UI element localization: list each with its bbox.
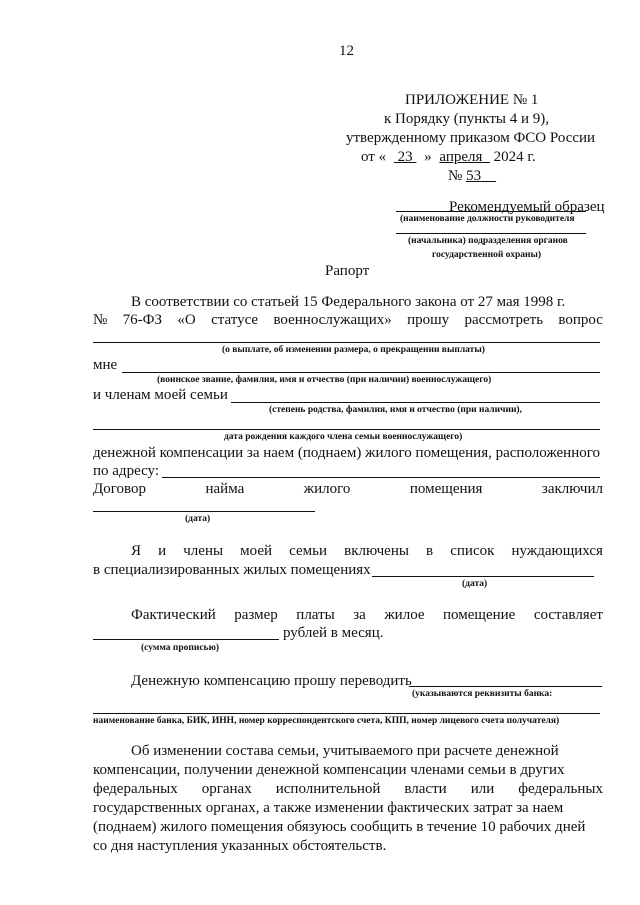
- order-number: [448, 168, 496, 185]
- closing-line-justified: [93, 781, 603, 798]
- list-date-line: [372, 576, 594, 577]
- intro-word: «О: [177, 312, 196, 328]
- appendix-title: ПРИЛОЖЕНИЕ № 1: [405, 92, 539, 108]
- list-word: в: [426, 543, 434, 559]
- closing-word: федеральных: [518, 781, 603, 797]
- date-prefix: от «: [361, 149, 387, 165]
- order-reference: к Порядку (пункты 4 и 9),: [384, 111, 550, 127]
- family-line-2: [93, 429, 600, 430]
- list-line-1: [131, 543, 603, 560]
- serviceman-hint: (воинское звание, фамилия, имя и отчество (при наличии) военнослужащего): [157, 375, 492, 385]
- kinship-hint: (степень родства, фамилия, имя и отчество (при наличии),: [269, 405, 522, 415]
- date-month: апреля: [439, 149, 483, 165]
- sum-line: [93, 639, 279, 640]
- list-word: семьи: [289, 543, 328, 559]
- list-word: и: [158, 543, 167, 559]
- number-prefix: №: [448, 168, 463, 184]
- actual-word: за: [353, 607, 366, 623]
- contract-word: заключил: [541, 481, 603, 497]
- actual-word: платы: [296, 607, 335, 623]
- intro-word: 76-ФЗ: [122, 312, 163, 328]
- addressee-hint-2: (начальника) подразделения органов: [408, 236, 568, 246]
- addressee-hint-1: (наименование должности руководителя: [400, 214, 575, 224]
- payment-hint: (о выплате, об изменении размера, о прекращении выплаты): [222, 345, 485, 355]
- contract-word: найма: [205, 481, 245, 497]
- birthdate-hint: дата рождения каждого члена семьи военнослужащего): [224, 432, 463, 442]
- date-day: 23: [397, 149, 413, 165]
- family-line: [231, 402, 600, 403]
- closing-word: органах: [201, 781, 252, 797]
- contract-word: жилого: [303, 481, 351, 497]
- list-word: моей: [240, 543, 273, 559]
- actual-word: жилое: [384, 607, 425, 623]
- list-word: включены: [344, 543, 409, 559]
- bank-hint: (указываются реквизиты банка:: [412, 689, 553, 699]
- serviceman-line: [122, 372, 600, 373]
- intro-word: вопрос: [558, 312, 603, 328]
- list-line-2: в специализированных жилых помещениях: [93, 562, 371, 578]
- addressee-line-2: [396, 233, 586, 234]
- number-value: 53: [466, 168, 482, 184]
- address-label: по адресу:: [93, 463, 160, 479]
- approved-by: утвержденному приказом ФСО России: [346, 130, 596, 146]
- closing-line: компенсации, получении денежной компенсации членами семьи в других: [93, 762, 565, 778]
- list-word: члены: [183, 543, 224, 559]
- intro-word: рассмотреть: [464, 312, 544, 328]
- actual-word: составляет: [533, 607, 603, 623]
- closing-line: (поднаем) жилого помещения обязуюсь сообщить в течение 10 рабочих дней: [93, 819, 586, 835]
- closing-line: Об изменении состава семьи, учитываемого при расчете денежной: [131, 743, 559, 759]
- intro-word: №: [93, 312, 108, 328]
- address-line: [162, 477, 600, 478]
- list-word: Я: [131, 543, 142, 559]
- contract-date-line: [93, 511, 315, 512]
- page-number: 12: [339, 43, 354, 59]
- list-date-hint: (дата): [462, 579, 488, 589]
- list-word: нуждающихся: [511, 543, 603, 559]
- me-label: мне: [93, 357, 118, 373]
- closing-line: государственных органах, а также изменении фактических затрат за наем: [93, 800, 564, 816]
- list-word: список: [450, 543, 495, 559]
- bank-hint-2: наименование банка, БИК, ИНН, номер корреспондентского счета, КПП, номер лицевого счета получателя): [93, 716, 560, 726]
- date-mid: »: [424, 149, 432, 165]
- closing-word: федеральных: [93, 781, 178, 797]
- closing-line: со дня наступления указанных обстоятельств.: [93, 838, 387, 854]
- closing-word: власти: [404, 781, 447, 797]
- date-year: 2024 г.: [493, 149, 536, 165]
- compensation-line: денежной компенсации за наем (поднаем) жилого помещения, расположенного: [93, 445, 601, 461]
- closing-word: исполнительной: [275, 781, 381, 797]
- order-date: [361, 149, 536, 166]
- document-title: Рапорт: [325, 263, 370, 279]
- transfer-label: Денежную компенсацию прошу переводить: [131, 673, 412, 689]
- actual-word: размер: [234, 607, 278, 623]
- bank-line: [409, 686, 602, 687]
- intro-word: военнослужащих»: [273, 312, 392, 328]
- actual-word: Фактический: [131, 607, 216, 623]
- intro-word: статусе: [211, 312, 259, 328]
- actual-word: помещение: [443, 607, 516, 623]
- intro-word: прошу: [407, 312, 450, 328]
- contract-line: [93, 481, 603, 498]
- intro-line-1: В соответствии со статьей 15 Федерального закона от 27 мая 1998 г.: [131, 294, 566, 310]
- payment-line: [93, 342, 600, 343]
- closing-word: или: [470, 781, 495, 797]
- bank-line-2: [93, 713, 600, 714]
- addressee-hint-3: государственной охраны): [432, 250, 542, 260]
- contract-word: Договор: [93, 481, 146, 497]
- family-label: и членам моей семьи: [93, 387, 228, 403]
- addressee-line-1: [396, 211, 586, 212]
- contract-date-hint: (дата): [185, 514, 211, 524]
- intro-line-2: [93, 312, 603, 329]
- actual-line: [131, 607, 603, 624]
- contract-word: помещения: [409, 481, 483, 497]
- sample-label: Рекомендуемый образец: [449, 199, 605, 215]
- rubles-label: рублей в месяц.: [283, 625, 384, 641]
- sum-hint: (сумма прописью): [141, 643, 219, 653]
